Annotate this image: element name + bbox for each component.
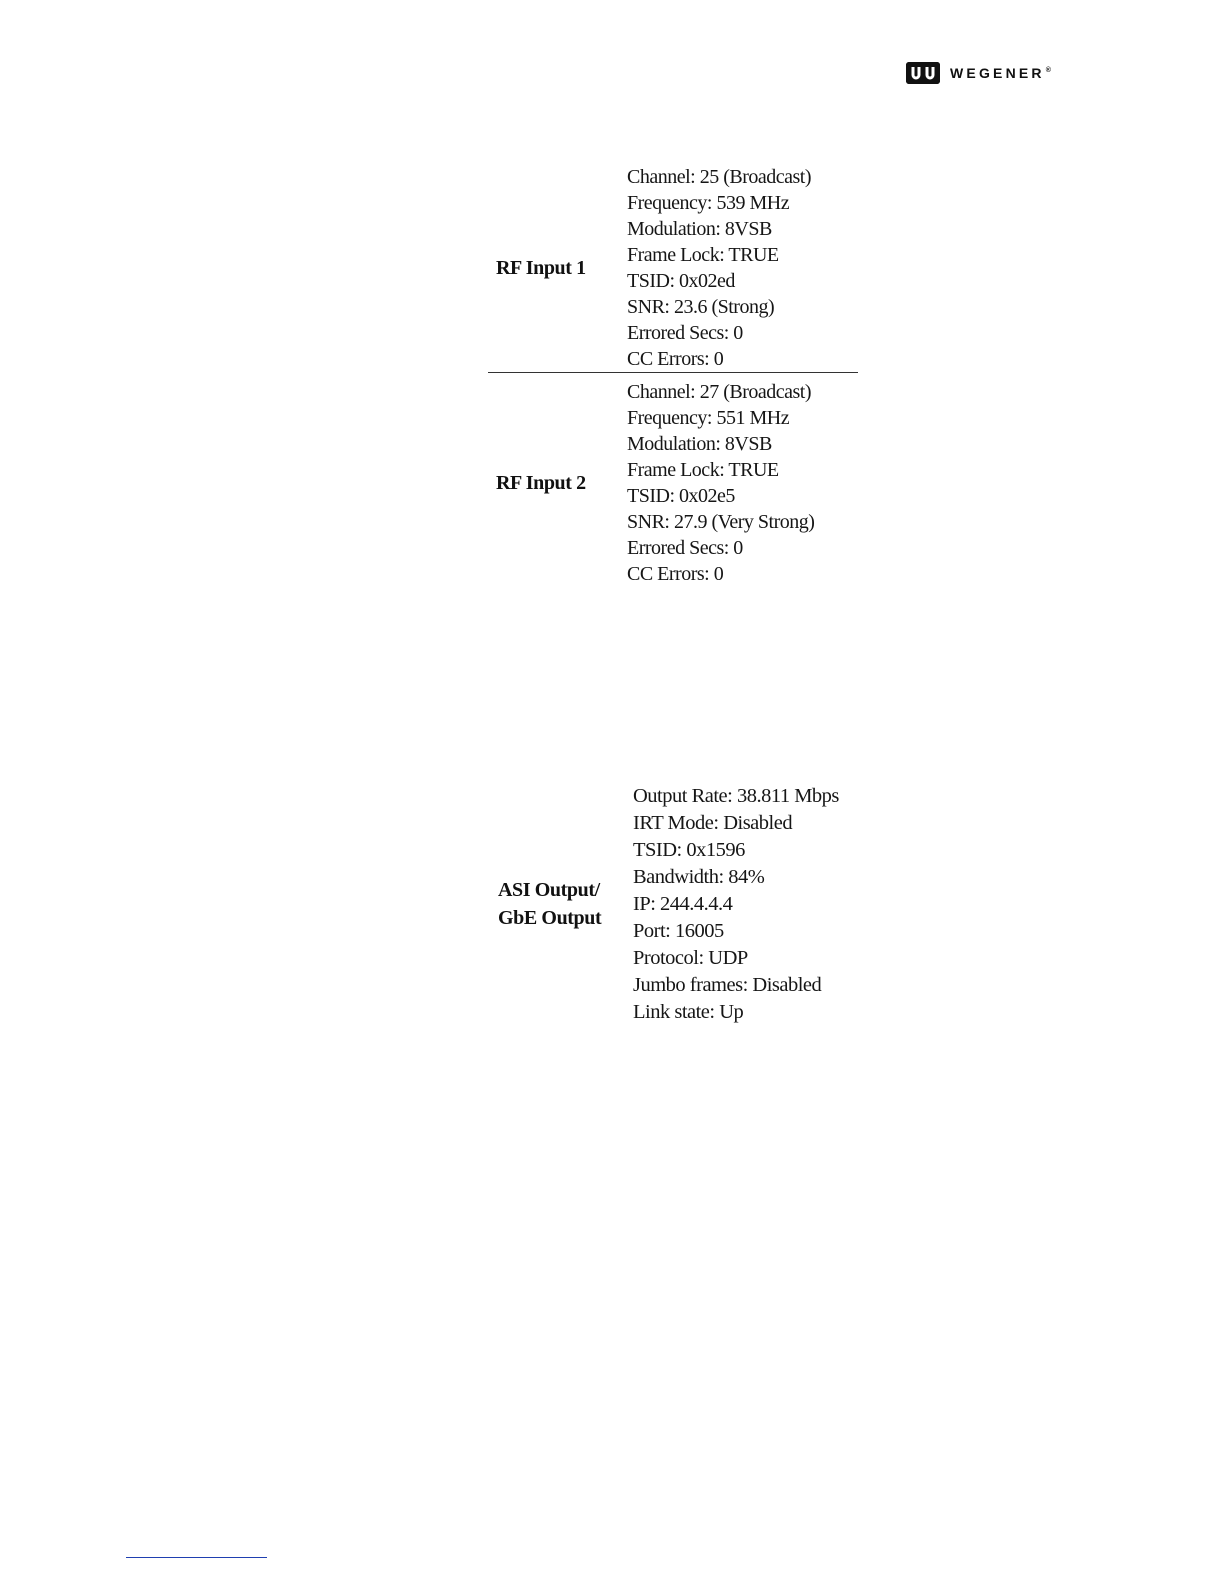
- logo-wordmark: [950, 66, 1054, 80]
- rf-input-2-row: [488, 373, 858, 589]
- footer-rule: [126, 1557, 267, 1558]
- logo-text: WEGENER: [950, 65, 1045, 81]
- rf-input-2-values: [627, 379, 814, 587]
- rf2-channel: Channel: 27 (Broadcast): [627, 381, 811, 403]
- output-values: [633, 783, 839, 1026]
- ip-address: IP: 244.4.4.4: [633, 892, 733, 915]
- rf-input-2-label: RF Input 2: [496, 471, 586, 494]
- rf1-frame-lock: Frame Lock: TRUE: [627, 244, 779, 266]
- rf2-frame-lock: Frame Lock: TRUE: [627, 459, 779, 481]
- irt-mode: IRT Mode: Disabled: [633, 811, 793, 834]
- jumbo-frames: Jumbo frames: Disabled: [633, 973, 822, 996]
- asi-gbe-output-label: [488, 876, 633, 932]
- rf2-modulation: Modulation: 8VSB: [627, 433, 772, 455]
- output-panel: [488, 781, 872, 1027]
- asi-output-label: ASI Output/: [498, 879, 600, 901]
- asi-gbe-output-row: [488, 781, 872, 1027]
- rf2-frequency: Frequency: 551 MHz: [627, 407, 790, 429]
- bandwidth: Bandwidth: 84%: [633, 865, 765, 888]
- rf2-errored-secs: Errored Secs: 0: [627, 537, 743, 559]
- protocol: Protocol: UDP: [633, 946, 748, 969]
- wegener-logo: [906, 61, 1054, 85]
- wegener-logo-mark-icon: [906, 62, 940, 84]
- rf1-snr: SNR: 23.6 (Strong): [627, 296, 775, 318]
- rf-inputs-panel: [488, 164, 858, 589]
- output-tsid: TSID: 0x1596: [633, 838, 745, 861]
- rf1-frequency: Frequency: 539 MHz: [627, 192, 790, 214]
- rf-input-1-row: [488, 164, 858, 372]
- registered-mark: ®: [1045, 67, 1055, 75]
- rf-input-1-label: RF Input 1: [496, 256, 586, 279]
- rf1-channel: Channel: 25 (Broadcast): [627, 166, 811, 188]
- rf1-cc-errors: CC Errors: 0: [627, 348, 724, 370]
- rf2-cc-errors: CC Errors: 0: [627, 563, 724, 585]
- port: Port: 16005: [633, 919, 724, 942]
- rf1-modulation: Modulation: 8VSB: [627, 218, 772, 240]
- rf2-snr: SNR: 27.9 (Very Strong): [627, 511, 815, 533]
- gbe-output-label: GbE Output: [498, 907, 602, 929]
- rf-input-1-values: [627, 164, 811, 372]
- rf1-tsid: TSID: 0x02ed: [627, 270, 735, 292]
- link-state: Link state: Up: [633, 1000, 744, 1023]
- rf2-tsid: TSID: 0x02e5: [627, 485, 735, 507]
- rf1-errored-secs: Errored Secs: 0: [627, 322, 743, 344]
- output-rate: Output Rate: 38.811 Mbps: [633, 784, 839, 807]
